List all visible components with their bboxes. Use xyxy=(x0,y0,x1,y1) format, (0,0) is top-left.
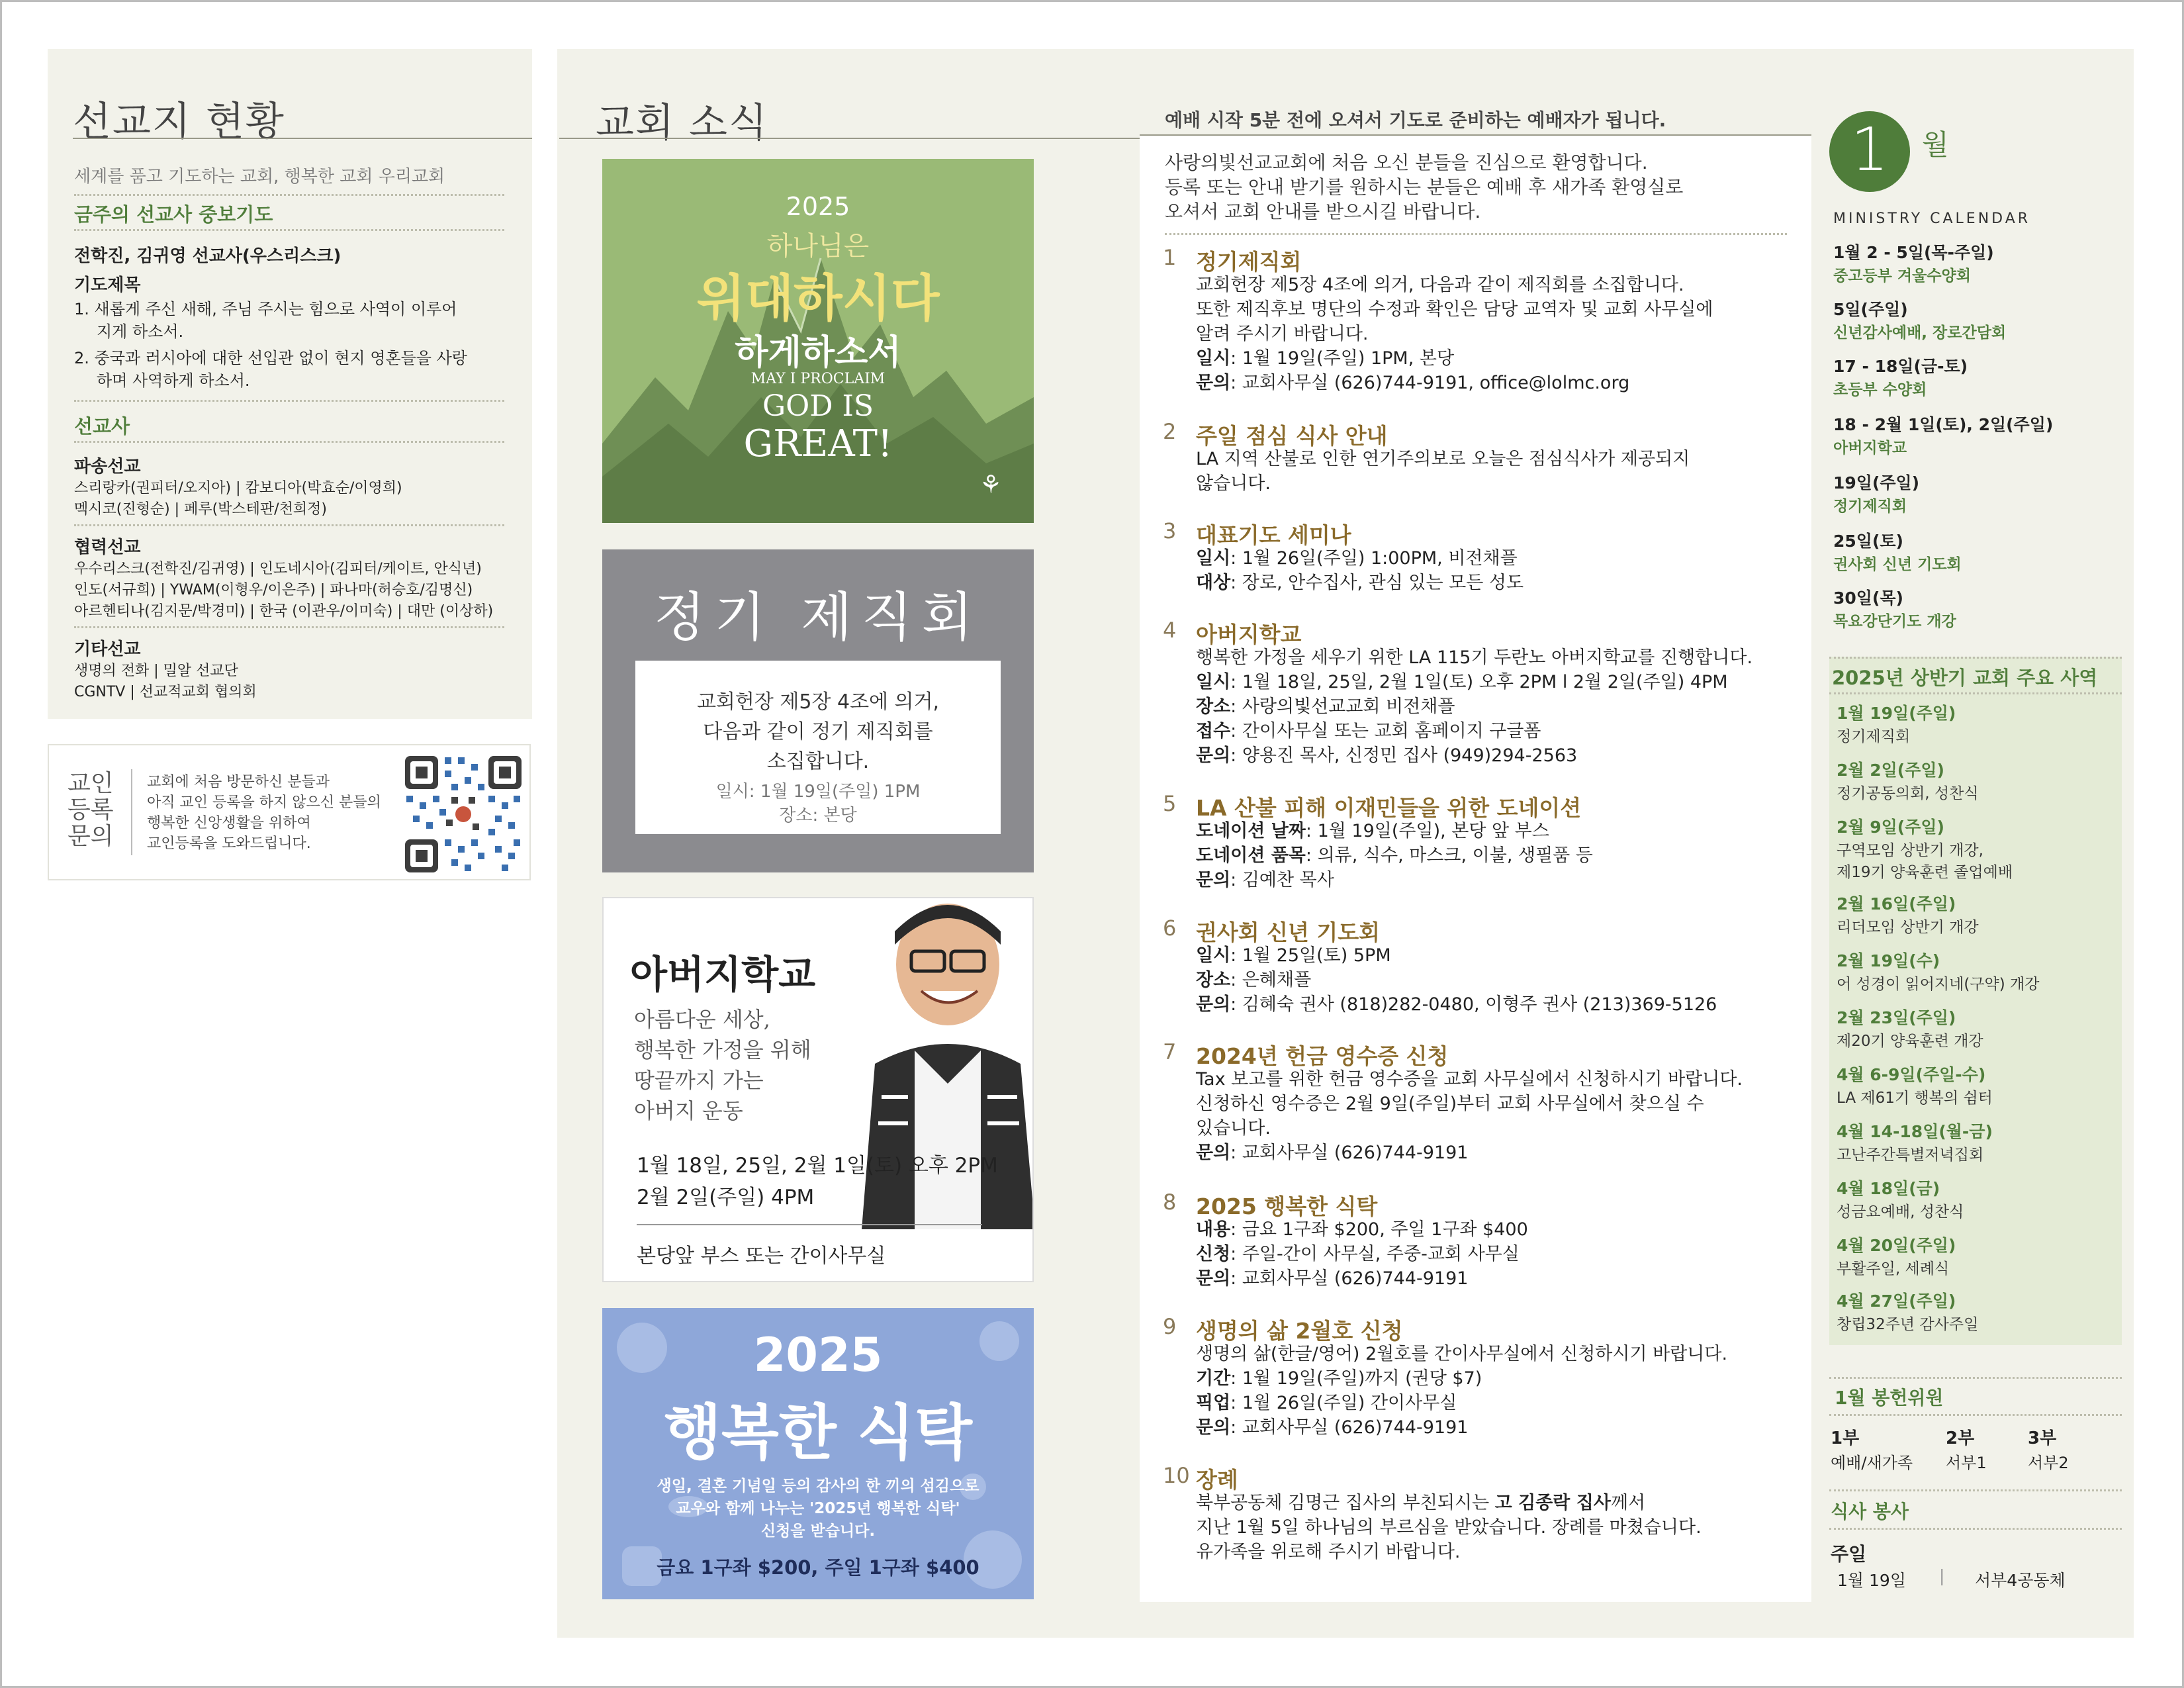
poster-title: 행복한 식탁 xyxy=(663,1398,973,1468)
notice-title: LA 산불 피해 이재민들을 위한 도네이션 xyxy=(1196,795,1582,821)
divider xyxy=(1829,1489,2122,1491)
schedule-entry xyxy=(1837,1005,1983,1051)
divider xyxy=(74,626,504,628)
schedule-entry xyxy=(1837,1176,1964,1221)
poster-line: 하게하소서 xyxy=(735,333,901,373)
poster-line: GOD IS xyxy=(762,389,874,423)
poster-line: 소집합니다. xyxy=(766,750,870,773)
notice-number: 8 xyxy=(1163,1190,1177,1215)
schedule-entry xyxy=(1837,1119,1993,1164)
divider xyxy=(74,400,504,402)
missionary-name: 전학진, 김귀영 선교사(우스리스크) xyxy=(74,246,341,266)
notice-title: 정기제직회 xyxy=(1196,249,1302,275)
partner-label: 협력선교 xyxy=(74,538,141,557)
notice-line: 알려 주시기 바랍니다. xyxy=(1196,324,1369,344)
offering-heading: 1월 봉헌위원 xyxy=(1835,1387,1944,1409)
schedule-date: 4월 27일(주일) xyxy=(1837,1291,1956,1311)
notice-key: 문의 xyxy=(1196,994,1231,1015)
calendar-event: 정기제직회 xyxy=(1833,498,1907,515)
notice-key: 신청 xyxy=(1196,1244,1231,1264)
poster-line: 다음과 같이 정기 제직회를 xyxy=(703,720,933,743)
calendar-entry xyxy=(1833,585,1956,631)
calendar-event: 신년감사예배, 장로간담회 xyxy=(1833,324,2007,342)
notice-value: : 1월 25일(토) 5PM xyxy=(1230,945,1391,966)
topic-2: 2. 중국과 러시아에 대한 선입관 없이 현지 영혼들을 사랑 xyxy=(74,349,467,367)
notice-line: 또한 제직후보 명단의 수정과 확인은 담당 교역자 및 교회 사무실에 xyxy=(1196,299,1713,320)
divider xyxy=(74,229,504,231)
register-box xyxy=(48,744,531,880)
calendar-date: 30일(목) xyxy=(1833,588,1903,608)
qr-code-icon[interactable] xyxy=(404,755,523,874)
notice-key: 일시 xyxy=(1196,945,1231,966)
meal-team: 서부4공동체 xyxy=(1975,1571,2066,1590)
poster-title: 정기 제직회 xyxy=(654,586,982,648)
divider xyxy=(1165,233,1787,235)
notice-value: : 김혜숙 권사 (818)282-0480, 이형주 권사 (213)369-5126 xyxy=(1230,994,1717,1015)
schedule-event: 리더모임 상반기 개강 xyxy=(1837,919,1979,936)
poster-line: 신청을 받습니다. xyxy=(760,1523,876,1540)
notice-key: 픽업 xyxy=(1196,1393,1231,1413)
calendar-date: 25일(토) xyxy=(1833,532,1903,551)
notice-title: 아버지학교 xyxy=(1196,622,1302,647)
schedule-event: 정기공동의회, 성찬식 xyxy=(1837,785,1979,802)
notice-number: 2 xyxy=(1163,419,1177,444)
notice-key: 고 김종락 집사 xyxy=(1494,1493,1611,1513)
schedule-date: 4월 14-18일(월-금) xyxy=(1837,1122,1993,1141)
schedule-event: 고난주간특별저녁집회 xyxy=(1837,1147,1984,1164)
poster-line: 땅끝까지 가는 xyxy=(634,1068,764,1093)
notice-key: 도네이션 품목 xyxy=(1196,845,1306,866)
title-rule xyxy=(73,138,532,139)
notice-value: : 금요 1구좌 $200, 주일 1구좌 $400 xyxy=(1230,1219,1528,1240)
notice-key: 장소 xyxy=(1196,970,1231,990)
other-line: 생명의 전화 | 밀알 선교단 xyxy=(74,663,238,679)
poster-line: 2월 2일(주일) 4PM xyxy=(637,1186,815,1209)
notice-key: 일시 xyxy=(1196,348,1231,369)
notice-value: : 교회사무실 (626)744-9191 xyxy=(1230,1417,1469,1438)
poster-line: 아버지 운동 xyxy=(634,1098,743,1123)
notice-key: 문의 xyxy=(1196,1268,1231,1289)
notice-key: 장소 xyxy=(1196,696,1231,717)
offering-value: 서부2 xyxy=(2028,1454,2069,1472)
notice-line: 북부공동체 김명근 집사의 부친되시는 xyxy=(1196,1493,1495,1513)
notice-value: : 은혜채플 xyxy=(1230,970,1312,990)
other-label: 기타선교 xyxy=(74,639,141,659)
notice-value: : 교회사무실 (626)744-9191, office@lolmc.org xyxy=(1230,373,1630,393)
notice-value: : 1월 19일(주일)까지 (권당 $7) xyxy=(1230,1368,1482,1389)
notice-value: : 사랑의빛선교교회 비전채플 xyxy=(1230,696,1455,717)
calendar-entry xyxy=(1833,470,1919,516)
notice-number: 4 xyxy=(1163,618,1177,643)
poster-meeting xyxy=(602,549,1034,872)
mission-subtitle: 세계를 품고 기도하는 교회, 행복한 교회 우리교회 xyxy=(74,167,445,187)
month-badge xyxy=(1829,111,1910,192)
poster-title: 아버지학교 xyxy=(630,952,816,997)
notice-title: 장례 xyxy=(1196,1467,1238,1493)
calendar-heading: MINISTRY CALENDAR xyxy=(1833,211,2031,227)
schedule-entry xyxy=(1837,1288,1978,1334)
schedule-date: 2월 2일(주일) xyxy=(1837,761,1944,780)
month-label: 월 xyxy=(1922,128,1949,161)
schedule-date: 2월 9일(주일) xyxy=(1837,818,1944,837)
notice-value: : 양용진 목사, 신정민 집사 (949)294-2563 xyxy=(1230,745,1578,766)
welcome-line: 등록 또는 안내 받기를 원하시는 분들은 예배 후 새가족 환영실로 xyxy=(1165,176,1684,198)
notice-key: 도네이션 날짜 xyxy=(1196,821,1306,841)
divider xyxy=(1829,657,2122,659)
notice-value: : 교회사무실 (626)744-9191 xyxy=(1230,1268,1469,1289)
schedule-event: 부활주일, 세례식 xyxy=(1837,1260,1950,1278)
poster-line: 행복한 가정을 위해 xyxy=(634,1037,811,1062)
mission-title: 선교지 현황 xyxy=(73,99,285,145)
church-logo-icon: ⚘ xyxy=(979,470,1003,499)
schedule-entry xyxy=(1837,1233,1956,1278)
notice-title: 대표기도 세미나 xyxy=(1196,522,1351,548)
poster-line: 교우와 함께 나누는 '2025년 행복한 식탁' xyxy=(676,1500,960,1517)
notice-key: 접수 xyxy=(1196,721,1231,741)
notice-value: : 1월 26일(주일) 간이사무실 xyxy=(1230,1393,1457,1413)
divider xyxy=(74,524,504,526)
register-text: 행복한 신앙생활을 위하여 xyxy=(147,815,311,831)
notice-value: : 간이사무실 또는 교회 홈페이지 구글폼 xyxy=(1230,721,1541,741)
notice-value: : 장로, 안수집사, 관심 있는 모든 성도 xyxy=(1230,573,1524,593)
divider xyxy=(74,194,504,196)
notice-line: 생명의 삶(한글/영어) 2월호를 간이사무실에서 신청하시기 바랍니다. xyxy=(1196,1344,1728,1364)
notice-line: 교회헌장 제5장 4조에 의거, 다음과 같이 제직회를 소집합니다. xyxy=(1196,275,1684,295)
schedule-entry xyxy=(1837,757,1979,803)
register-label: 교인 xyxy=(68,770,114,797)
news-title: 교회 소식 xyxy=(596,100,768,146)
poster-line: 장소: 본당 xyxy=(779,806,857,825)
calendar-entry xyxy=(1833,297,2006,342)
calendar-entry xyxy=(1833,240,1994,285)
poster-father-school xyxy=(602,897,1034,1282)
poster-happy-table xyxy=(602,1308,1034,1599)
mission-panel xyxy=(48,49,532,719)
schedule-date: 4월 20일(주일) xyxy=(1837,1236,1956,1255)
register-label: 문의 xyxy=(68,823,114,850)
divider xyxy=(1829,1528,2122,1530)
schedule-event: 정기제직회 xyxy=(1837,728,1911,745)
notice-key: 일시 xyxy=(1196,548,1231,569)
schedule-entry xyxy=(1837,948,2040,994)
notice-number: 6 xyxy=(1163,915,1177,941)
schedule-event: 제19기 양육훈련 졸업예배 xyxy=(1837,864,2013,881)
poster-line: 일시: 1월 19일(주일) 1PM xyxy=(715,782,921,802)
poster-line: MAY I PROCLAIM xyxy=(751,371,886,387)
prayer-heading: 금주의 선교사 중보기도 xyxy=(74,203,273,226)
motto: 예배 시작 5분 전에 오셔서 기도로 준비하는 예배자가 됩니다. xyxy=(1165,109,1666,131)
calendar-date: 5일(주일) xyxy=(1833,300,1908,319)
schedule-event: 성금요예배, 성찬식 xyxy=(1837,1203,1964,1221)
notice-value: : 의류, 식수, 마스크, 이불, 생필품 등 xyxy=(1305,845,1593,866)
register-text: 교회에 처음 방문하신 분들과 xyxy=(147,774,330,790)
notice-line: 행복한 가정을 세우기 위한 LA 115기 두란노 아버지학교를 진행합니다. xyxy=(1196,647,1753,668)
notice-line: 않습니다. xyxy=(1196,473,1271,494)
notice-key: 문의 xyxy=(1196,745,1231,766)
notices-column xyxy=(1140,136,1811,1602)
schedule-event: 구역모임 상반기 개강, xyxy=(1837,842,1983,859)
offering-head: 2부 xyxy=(1946,1429,1975,1448)
offering-head: 3부 xyxy=(2028,1429,2057,1448)
calendar-event: 중고등부 겨울수양회 xyxy=(1833,267,1971,285)
calendar-date: 18 - 2월 1일(토), 2일(주일) xyxy=(1833,415,2054,434)
notice-title: 2025 행복한 식탁 xyxy=(1196,1194,1378,1219)
notice-line: LA 지역 산불로 인한 연기주의보로 오늘은 점심식사가 제공되지 xyxy=(1196,449,1690,469)
poster-line: 하나님은 xyxy=(766,231,870,261)
schedule-date: 2월 16일(주일) xyxy=(1837,894,1956,914)
divider xyxy=(1829,692,2122,694)
meal-date: 1월 19일 xyxy=(1837,1571,1906,1590)
partner-line: 아르헨티나(김지문/박경미) | 한국 (이관우/이미숙) | 대만 (이상하) xyxy=(74,603,494,620)
meal-heading: 식사 봉사 xyxy=(1831,1501,1909,1523)
partner-line: 인도(서규희) | YWAM(이형우/이은주) | 파나마(허승호/김명신) xyxy=(74,582,473,598)
calendar-date: 1월 2 - 5일(목-주일) xyxy=(1833,243,1994,262)
notice-value: : 1월 26일(주일) 1:00PM, 비전채플 xyxy=(1230,548,1518,569)
divider xyxy=(1829,1414,2122,1416)
notice-key: 문의 xyxy=(1196,1417,1231,1438)
notice-key: 문의 xyxy=(1196,373,1231,393)
calendar-date: 17 - 18일(금-토) xyxy=(1833,357,1968,376)
notice-value: : 김예찬 목사 xyxy=(1230,870,1334,890)
poster-line: 아름다운 세상, xyxy=(634,1007,770,1032)
schedule-event: 어 성경이 읽어지네(구약) 개강 xyxy=(1837,976,2040,993)
schedule-entry xyxy=(1837,891,1979,937)
schedule-entry xyxy=(1837,1062,1993,1107)
notice-key: 문의 xyxy=(1196,870,1231,890)
schedule-date: 4월 18일(금) xyxy=(1837,1179,1940,1198)
notice-line: 유가족을 위로해 주시기 바랍니다. xyxy=(1196,1542,1461,1562)
register-divider xyxy=(131,769,132,855)
calendar-date: 19일(주일) xyxy=(1833,473,1920,492)
meal-separator: | xyxy=(1939,1566,1945,1585)
notice-line: 있습니다. xyxy=(1196,1118,1271,1139)
title-rule xyxy=(559,138,1142,139)
topic-1-cont: 지게 하소서. xyxy=(97,322,184,341)
notice-value: : 1월 19일(주일), 본당 앞 부스 xyxy=(1305,821,1549,841)
register-text: 교인등록을 도와드립니다. xyxy=(147,835,311,852)
poster-year: 2025 xyxy=(786,192,850,221)
poster-line: 본당앞 부스 또는 간이사무실 xyxy=(637,1244,886,1268)
poster-meeting-card xyxy=(635,661,1001,834)
calendar-entry xyxy=(1833,412,2053,457)
notice-key: 일시 xyxy=(1196,672,1231,692)
schedule-entry xyxy=(1837,814,2013,882)
poster-rule xyxy=(637,1224,982,1225)
notice-key: 내용 xyxy=(1196,1219,1231,1240)
poster-line: GREAT! xyxy=(743,422,893,465)
schedule-heading: 2025년 상반기 교회 주요 사역 xyxy=(1832,667,2098,689)
notice-line: 신청하신 영수증은 2월 9일(주일)부터 교회 사무실에서 찾으실 수 xyxy=(1196,1094,1704,1114)
notice-value: : 교회사무실 (626)744-9191 xyxy=(1230,1143,1469,1163)
notice-line: 께서 xyxy=(1610,1493,1646,1513)
dispatch-label: 파송선교 xyxy=(74,457,141,477)
topic-2-cont: 하며 사역하게 하소서. xyxy=(97,371,250,390)
missionaries-heading: 선교사 xyxy=(74,415,130,438)
poster-line: 교회헌장 제5장 4조에 의거, xyxy=(696,690,940,714)
meal-day: 주일 xyxy=(1831,1543,1867,1565)
notice-number: 5 xyxy=(1163,791,1177,816)
notice-title: 생명의 삶 2월호 신청 xyxy=(1196,1318,1403,1344)
welcome-line: 사랑의빛선교교회에 처음 오신 분들을 진심으로 환영합니다. xyxy=(1165,152,1648,173)
notice-number: 10 xyxy=(1163,1463,1190,1488)
calendar-entry xyxy=(1833,528,1962,574)
calendar-event: 권사회 신년 기도회 xyxy=(1833,556,1962,573)
prayer-topics-label: 기도제목 xyxy=(74,275,141,295)
poster-god-is-great xyxy=(602,159,1034,523)
calendar-event: 아버지학교 xyxy=(1833,440,1907,457)
register-text: 아직 교인 등록을 하지 않으신 분들의 xyxy=(147,794,381,811)
poster-year: 2025 xyxy=(753,1328,883,1382)
register-label: 등록 xyxy=(68,796,114,823)
notice-line: 지난 1월 5일 하나님의 부르심을 받았습니다. 장례를 마쳤습니다. xyxy=(1196,1517,1702,1538)
poster-headline: 위대하시다 xyxy=(696,269,940,328)
calendar-event: 목요강단기도 개강 xyxy=(1833,613,1956,630)
notice-number: 7 xyxy=(1163,1039,1177,1064)
offering-value: 예배/새가족 xyxy=(1831,1454,1913,1472)
schedule-entry xyxy=(1837,700,1956,746)
welcome-line: 오셔서 교회 안내를 받으시길 바랍니다. xyxy=(1165,201,1481,222)
divider xyxy=(1829,1377,2122,1379)
offering-value: 서부1 xyxy=(1946,1454,1987,1472)
dispatch-line: 스리랑카(권피터/오지아) | 캄보디아(박효순/이영희) xyxy=(74,480,402,496)
notice-value: : 주일-간이 사무실, 주중-교회 사무실 xyxy=(1230,1244,1520,1264)
notice-value: : 1월 19일(주일) 1PM, 본당 xyxy=(1230,348,1455,369)
schedule-date: 2월 19일(수) xyxy=(1837,951,1940,970)
poster-line: 1월 18일, 25일, 2월 1일(토) 오후 2PM xyxy=(637,1154,998,1178)
poster-line: 생일, 결혼 기념일 등의 감사의 한 끼의 섬김으로 xyxy=(657,1477,979,1495)
schedule-event: 창립32주년 감사주일 xyxy=(1837,1316,1979,1333)
partner-line: 우수리스크(전학진/김귀영) | 인도네시아(김피터/케이트, 안식년) xyxy=(74,561,482,577)
notice-title: 2024년 헌금 영수증 신청 xyxy=(1196,1043,1449,1069)
calendar-event: 초등부 수양회 xyxy=(1833,381,1927,399)
schedule-date: 2월 23일(주일) xyxy=(1837,1008,1956,1027)
divider xyxy=(74,441,504,443)
offering-head: 1부 xyxy=(1831,1429,1860,1448)
notice-title: 주일 점심 식사 안내 xyxy=(1196,423,1388,449)
notice-key: 기간 xyxy=(1196,1368,1231,1389)
calendar-entry xyxy=(1833,353,1968,399)
notice-line: Tax 보고를 위한 헌금 영수증을 교회 사무실에서 신청하시기 바랍니다. xyxy=(1196,1069,1743,1090)
schedule-date: 1월 19일(주일) xyxy=(1837,704,1956,723)
schedule-event: LA 제61기 행복의 쉼터 xyxy=(1837,1090,1993,1107)
notice-number: 1 xyxy=(1163,245,1177,270)
schedule-date: 4월 6-9일(주일-수) xyxy=(1837,1065,1986,1084)
notice-key: 대상 xyxy=(1196,573,1231,593)
notice-value: : 1월 18일, 25일, 2월 1일(토) 오후 2PM l 2월 2일(주일) 4PM xyxy=(1230,672,1728,692)
poster-line: 금요 1구좌 $200, 주일 1구좌 $400 xyxy=(657,1556,979,1579)
notice-title: 권사회 신년 기도회 xyxy=(1196,919,1381,945)
schedule-event: 제20기 양육훈련 개강 xyxy=(1837,1033,1983,1050)
notice-number: 9 xyxy=(1163,1314,1177,1339)
notice-number: 3 xyxy=(1163,518,1177,543)
other-line: CGNTV | 선교적교회 협의회 xyxy=(74,684,257,700)
month-number: 1 xyxy=(1850,115,1889,185)
dispatch-line: 멕시코(진형순) | 페루(박스테판/천희정) xyxy=(74,501,327,518)
topic-1: 1. 새롭게 주신 새해, 주님 주시는 힘으로 사역이 이루어 xyxy=(74,300,457,318)
notice-key: 문의 xyxy=(1196,1143,1231,1163)
